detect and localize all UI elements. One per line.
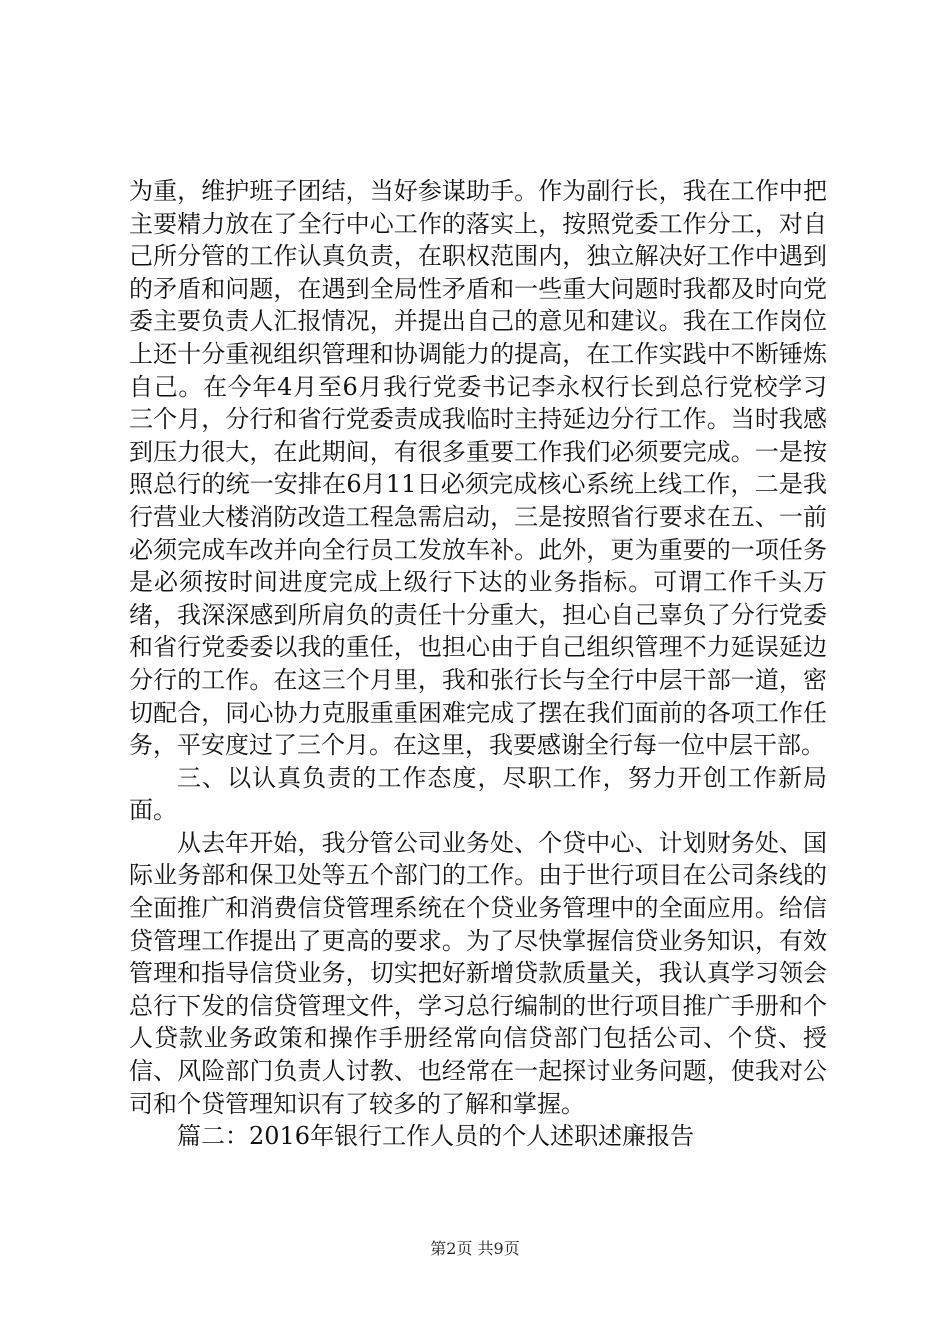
page-number-footer: 第2页 共9页 <box>430 1239 520 1258</box>
section-heading-three: 三、以认真负责的工作态度，尽职工作，努力开创工作新局面。 <box>129 763 827 825</box>
article-title-two: 篇二：2016年银行工作人员的个人述职述廉报告 <box>177 1122 695 1151</box>
body-paragraph: 从去年开始，我分管公司业务处、个贷中心、计划财务处、国际业务部和保卫处等五个部门的工作。由于世行项目在公司条线的全面推广和消费信贷管理系统在个贷业务管理中的全面应用。给信贷管理工作提出了更高的要求。为了尽快掌握信贷业务知识，有效管理和指导信贷业务，切实把好新增贷款质量关，我认真学习领会总行下发的信贷管理文件，学习总行编制的世行项目推广手册和个人贷款业务政策和操作手册经常向信贷部门包括公司、个贷、授信、风险部门负责人讨教、也经常在一起探讨业务问题，使我对公司和个贷管理知识有了较多的了解和掌握。 <box>129 828 827 1118</box>
body-paragraph-continued: 为重，维护班子团结，当好参谋助手。作为副行长，我在工作中把主要精力放在了全行中心工作的落实上，按照党委工作分工，对自己所分管的工作认真负责，在职权范围内，独立解决好工作中遇到的矛盾和问题，在遇到全局性矛盾和一些重大问题时我都及时向党委主要负责人汇报情况，并提出自己的意见和建议。我在工作岗位上还十分重视组织管理和协调能力的提高，在工作实践中不断锤炼自己。在今年4月至6月我行党委书记李永权行长到总行党校学习三个月，分行和省行党委责成我临时主持延边分行工作。当时我感到压力很大，在此期间，有很多重要工作我们必须要完成。一是按照总行的统一安排在6月11日必须完成核心系统上线工作，二是我行营业大楼消防改造工程急需启动，三是按照省行要求在五、一前必须完成车改并向全行员工发放车补。此外，更为重要的一项任务是必须按时间进度完成上级行下达的业务指标。可谓工作千头万绪，我深深感到所肩负的责任十分重大，担心自己辜负了分行党委和省行党委委以我的重任，也担心由于自己组织管理不力延误延边分行的工作。在这三个月里，我和张行长与全行中层干部一道，密切配合，同心协力克服重重困难完成了摆在我们面前的各项工作任务，平安度过了三个月。在这里，我要感谢全行每一位中层干部。 <box>129 177 827 760</box>
document-body <box>129 175 827 1153</box>
